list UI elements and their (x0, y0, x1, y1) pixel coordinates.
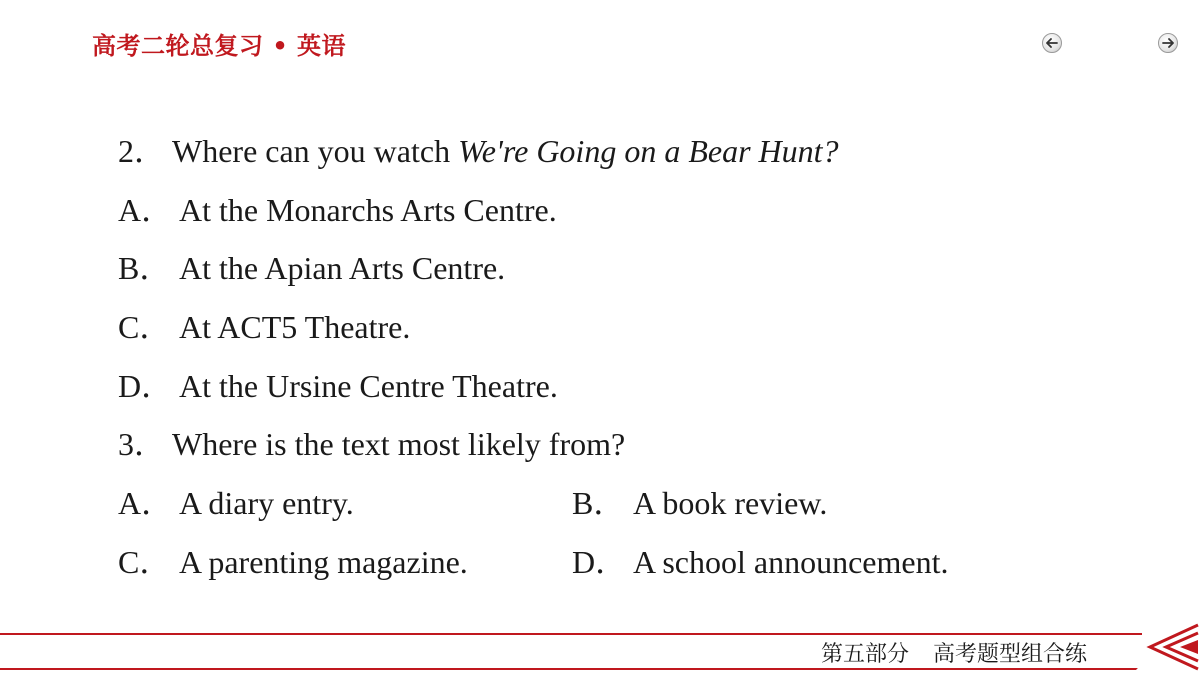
option-letter: A． (118, 485, 174, 522)
option-text: A parenting magazine. (179, 543, 468, 580)
question-content (118, 128, 949, 598)
footer-rule-top (0, 633, 1142, 635)
q2-option-b[interactable] (118, 245, 839, 304)
q2-option-d[interactable] (118, 363, 839, 422)
option-text: At the Apian Arts Centre. (179, 250, 506, 287)
option-text: At ACT5 Theatre. (179, 309, 411, 346)
back-arrow-icon (1046, 38, 1058, 48)
forward-arrow-icon (1162, 38, 1174, 48)
option-text: At the Monarchs Arts Centre. (179, 191, 557, 228)
option-letter: B． (118, 250, 172, 287)
q3-option-c[interactable] (118, 544, 468, 580)
option-letter: C． (118, 543, 172, 580)
option-letter: B． (572, 485, 626, 522)
q2-option-c[interactable] (118, 304, 839, 363)
q3-option-b[interactable] (572, 480, 827, 526)
option-text: At the Ursine Centre Theatre. (179, 367, 558, 404)
footer-section: 第五部分 (821, 642, 910, 667)
footer-subtitle: 高考题型组合练 (933, 642, 1088, 667)
option-letter: D． (118, 367, 174, 404)
course-title: 高考二轮总复习 • 英语 (92, 32, 347, 60)
prev-slide-button[interactable] (1042, 33, 1062, 53)
option-letter: C． (118, 309, 172, 346)
option-letter: A． (118, 191, 174, 228)
question-2 (118, 128, 839, 187)
question-number: 2． (118, 133, 167, 169)
question-title-italic: We're Going on a Bear Hunt? (458, 133, 839, 169)
question-3 (118, 421, 839, 480)
chevron-left-icon[interactable] (1136, 622, 1200, 672)
q3-option-a[interactable] (118, 485, 354, 521)
option-text: A book review. (633, 485, 828, 522)
q2-option-a[interactable] (118, 187, 839, 246)
footer-rule-bottom (0, 668, 1142, 670)
option-text: A diary entry. (179, 485, 354, 522)
question-text: Where is the text most likely from? (172, 426, 626, 463)
q3-options-row-1 (118, 480, 839, 539)
q3-option-d[interactable] (572, 539, 948, 585)
q3-options-row-2 (118, 539, 949, 598)
question-text: Where can you watch (172, 133, 459, 169)
question-number: 3． (118, 426, 167, 463)
footer-label (821, 637, 1087, 668)
next-slide-button[interactable] (1158, 33, 1178, 53)
option-letter: D． (572, 543, 628, 580)
option-text: A school announcement. (633, 543, 949, 580)
